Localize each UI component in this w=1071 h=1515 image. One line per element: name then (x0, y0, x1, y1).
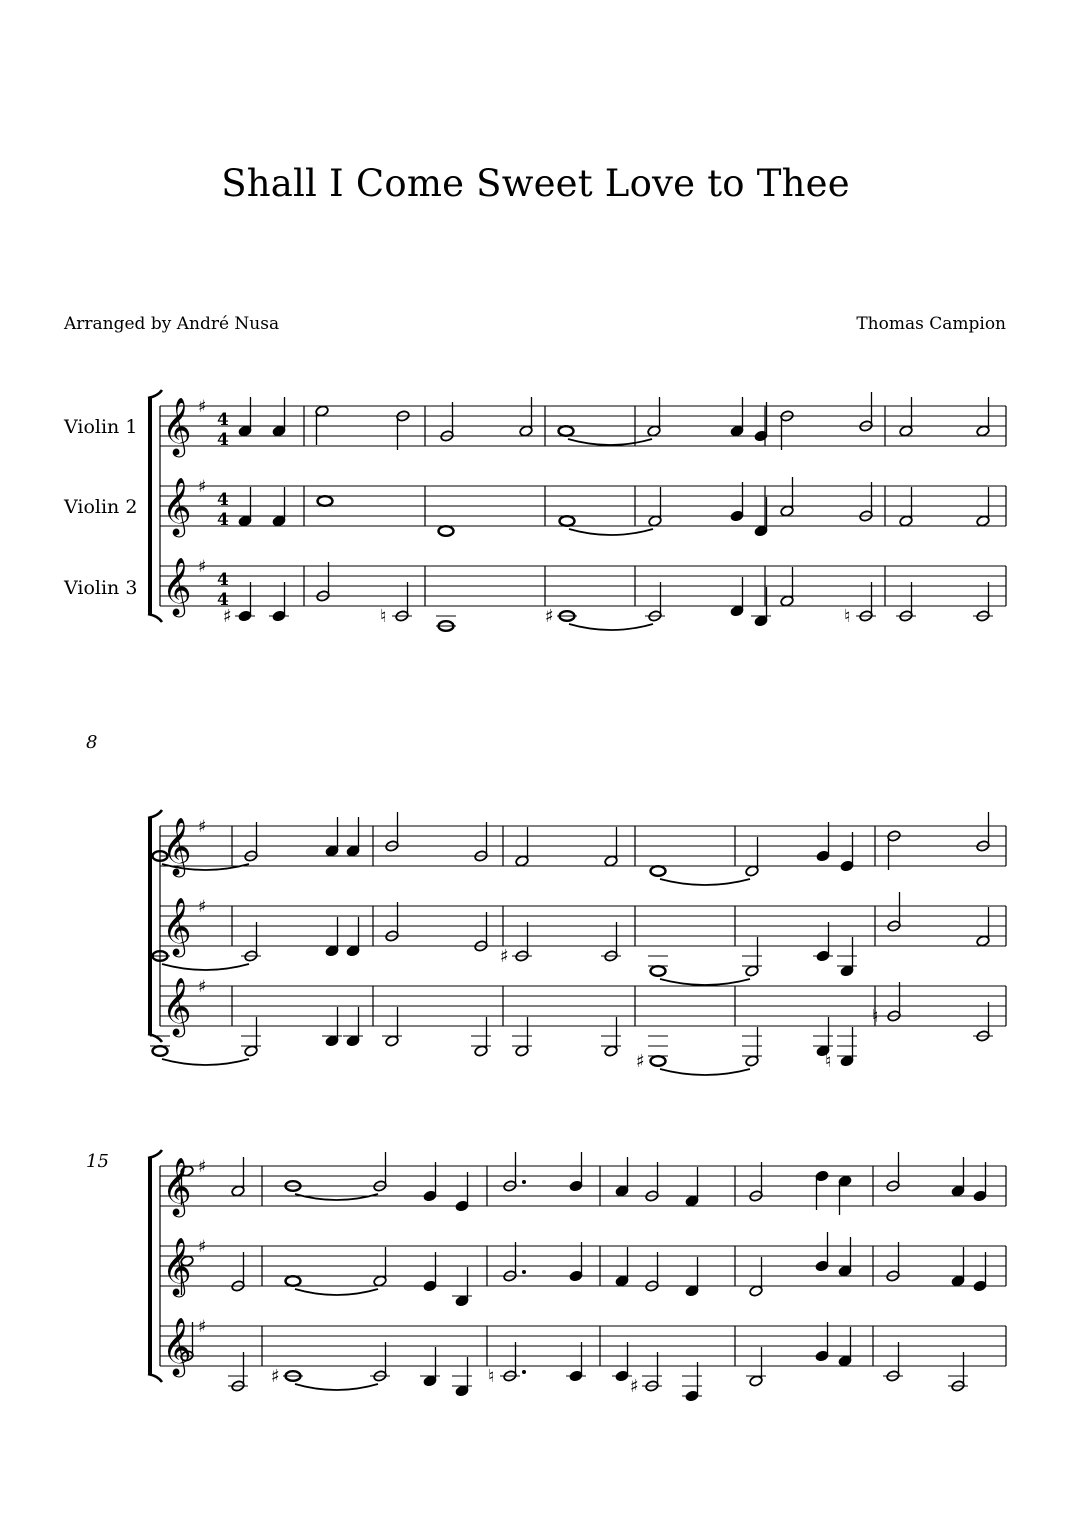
treble-clef-icon: 𝄞 (162, 1237, 192, 1295)
natural-icon: ♮ (380, 606, 387, 627)
key-signature-sharp-icon: ♯ (198, 557, 207, 577)
tie (569, 529, 653, 535)
whole-note (560, 516, 575, 526)
tie (660, 979, 750, 985)
whole-note (651, 1056, 666, 1066)
treble-clef-icon: 𝄞 (162, 977, 192, 1035)
augmentation-dot (522, 1180, 526, 1184)
staff-2 (160, 477, 1006, 538)
key-signature-sharp-icon: ♯ (198, 977, 207, 997)
key-signature-sharp-icon: ♯ (198, 1317, 207, 1337)
system-3 (148, 1150, 1006, 1402)
whole-note (651, 966, 666, 976)
sharp-icon: ♯ (636, 1051, 645, 1072)
tie (162, 1059, 249, 1065)
measure-number-8: 8 (86, 732, 98, 753)
time-signature-bottom: 4 (217, 590, 229, 610)
treble-clef-icon: 𝄞 (162, 1317, 192, 1375)
time-signature-top: 4 (217, 410, 229, 430)
augmentation-dot (522, 1270, 526, 1274)
tie (660, 879, 750, 885)
tie (295, 1289, 378, 1295)
whole-note (439, 526, 454, 536)
key-signature-sharp-icon: ♯ (198, 1157, 207, 1177)
notes (150, 812, 993, 1075)
treble-clef-icon: 𝄞 (162, 817, 192, 875)
bracket-bottom-hook (148, 614, 162, 622)
bracket-bottom-hook (148, 1034, 162, 1042)
natural-icon: ♮ (872, 1006, 879, 1027)
whole-note (318, 496, 333, 506)
natural-icon: ♮ (825, 1051, 832, 1072)
instrument-label-violin-1: Violin 1 (64, 416, 138, 438)
whole-note (559, 426, 574, 436)
tie (568, 439, 652, 445)
tie (295, 1384, 378, 1390)
instrument-label-violin-3: Violin 3 (64, 577, 138, 599)
tie (295, 1194, 378, 1200)
whole-note (286, 1276, 301, 1286)
treble-clef-icon: 𝄞 (162, 397, 192, 455)
tie (162, 964, 249, 970)
key-signature-sharp-icon: ♯ (198, 477, 207, 497)
system-2 (148, 810, 1006, 1075)
arranger-credit: Arranged by André Nusa (64, 314, 280, 334)
treble-clef-icon: 𝄞 (162, 1157, 192, 1215)
bracket-bottom-hook (148, 1374, 162, 1382)
key-signature-sharp-icon: ♯ (198, 1237, 207, 1257)
key-signature-sharp-icon: ♯ (198, 397, 207, 417)
bracket-top-hook (148, 810, 162, 818)
instrument-label-violin-2: Violin 2 (64, 496, 138, 518)
tie (660, 1069, 750, 1075)
composer-credit: Thomas Campion (856, 314, 1006, 334)
time-signature-top: 4 (217, 570, 229, 590)
sharp-icon: ♯ (630, 1376, 639, 1397)
key-signature-sharp-icon: ♯ (198, 817, 207, 837)
time-signature-bottom: 4 (217, 510, 229, 530)
treble-clef-icon: 𝄞 (162, 557, 192, 615)
staff-3 (160, 977, 1006, 1038)
staff-1 (160, 397, 1006, 458)
augmentation-dot (522, 1370, 526, 1374)
staff-3 (160, 1317, 1006, 1378)
bracket-top-hook (148, 1150, 162, 1158)
staff-3 (160, 557, 1006, 618)
key-signature-sharp-icon: ♯ (198, 897, 207, 917)
staff-2 (160, 897, 1006, 958)
measure-number-15: 15 (86, 1151, 109, 1172)
whole-note (651, 866, 666, 876)
bracket-top-hook (148, 390, 162, 398)
sharp-icon: ♯ (223, 606, 232, 627)
notes (223, 392, 993, 631)
sharp-icon: ♯ (500, 946, 509, 967)
sharp-icon: ♯ (545, 606, 554, 627)
natural-icon: ♮ (844, 606, 851, 627)
treble-clef-icon: 𝄞 (162, 897, 192, 955)
notes (180, 1152, 987, 1402)
sharp-icon: ♯ (271, 1366, 280, 1387)
staff-2 (160, 1237, 1006, 1298)
time-signature-bottom: 4 (217, 430, 229, 450)
natural-icon: ♮ (488, 1366, 495, 1387)
system-1 (148, 390, 1006, 631)
treble-clef-icon: 𝄞 (162, 477, 192, 535)
time-signature-top: 4 (217, 490, 229, 510)
whole-note (153, 1046, 168, 1056)
score-title: Shall I Come Sweet Love to Thee (221, 162, 850, 205)
staff-1 (160, 817, 1006, 878)
tie (569, 624, 653, 630)
